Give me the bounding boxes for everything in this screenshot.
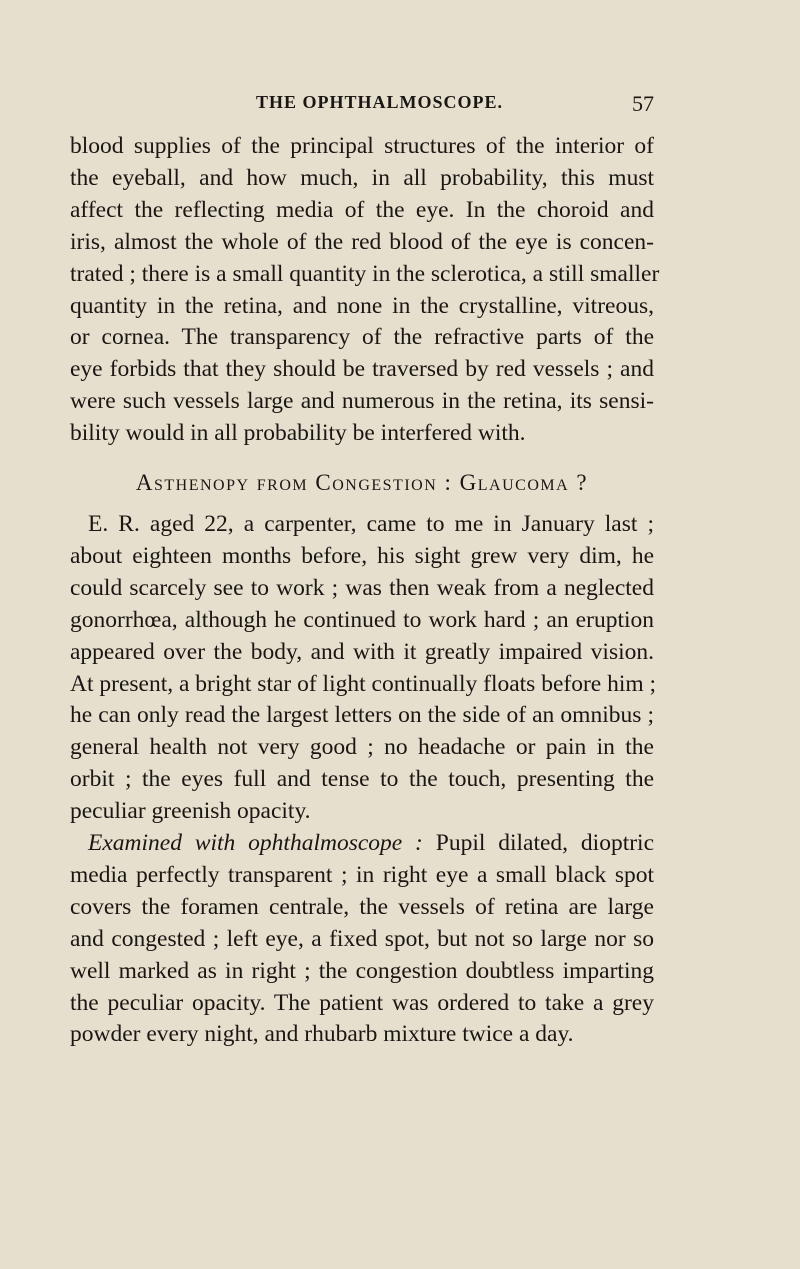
- text-line: gonorrhœa, although he continued to work hard ; an eruption: [70, 606, 654, 633]
- text-line: iris, almost the whole of the red blood of the eye is concen-: [70, 228, 654, 255]
- text-line: peculiar greenish opacity.: [70, 798, 311, 825]
- text-line: the eyeball, and how much, in all probability, this must: [70, 164, 654, 191]
- text-line: [70, 828, 654, 860]
- running-head: [70, 92, 654, 122]
- page-number: 57: [632, 91, 654, 116]
- text-line: blood supplies of the principal structures of the interior of: [70, 133, 654, 159]
- text-line: orbit ; the eyes full and tense to the touch, presenting the: [70, 766, 654, 793]
- text-line: quantity in the retina, and none in the crystalline, vitreous,: [70, 292, 654, 319]
- text-line: general health not very good ; no headache or pain in the: [70, 734, 654, 761]
- text-line: bility would in all probability be interfered with.: [70, 420, 526, 447]
- text-line: At present, a bright star of light continually floats before him ;: [70, 670, 657, 697]
- text-line: or cornea. The transparency of the refractive parts of the: [70, 324, 654, 351]
- text-line: the peculiar opacity. The patient was ordered to take a grey: [70, 989, 654, 1016]
- italic-lead: Examined with ophthalmoscope :: [88, 830, 423, 857]
- text-line: could scarcely see to work ; was then weak from a neglected: [70, 574, 654, 601]
- text-line: appeared over the body, and with it greatly impaired vision.: [70, 638, 654, 665]
- paragraph-1: [70, 131, 660, 450]
- paragraph-2: [70, 509, 657, 828]
- text-line: he can only read the largest letters on the side of an omnibus ;: [70, 702, 654, 729]
- body-text: [70, 131, 660, 1051]
- paragraph-3: [70, 828, 654, 1051]
- text-line: covers the foramen centrale, the vessels of retina are large: [70, 893, 654, 920]
- text-line: media perfectly transparent ; in right eye a small black spot: [70, 861, 654, 888]
- text-line: affect the reflecting media of the eye. In the choroid and: [70, 196, 654, 223]
- text-line: eye forbids that they should be traversed by red vessels ; and: [70, 356, 654, 383]
- section-heading: Asthenopy from Congestion : Glaucoma ?: [135, 470, 589, 496]
- lead-rest: Pupil dilated, dioptric: [422, 830, 655, 857]
- text-line: were such vessels large and numerous in the retina, its sensi-: [70, 388, 654, 415]
- text-line: about eighteen months before, his sight grew very dim, he: [70, 542, 654, 569]
- text-line: well marked as in right ; the congestion doubtless imparting: [70, 957, 654, 984]
- text-line: and congested ; left eye, a fixed spot, but not so large nor so: [70, 925, 654, 952]
- text-line: powder every night, and rhubarb mixture twice a day.: [70, 1021, 574, 1048]
- running-title: THE OPHTHALMOSCOPE.: [256, 92, 504, 112]
- text-line: E. R. aged 22, a carpenter, came to me in January last ;: [88, 510, 654, 537]
- text-line: trated ; there is a small quantity in the sclerotica, a still smaller: [70, 260, 660, 287]
